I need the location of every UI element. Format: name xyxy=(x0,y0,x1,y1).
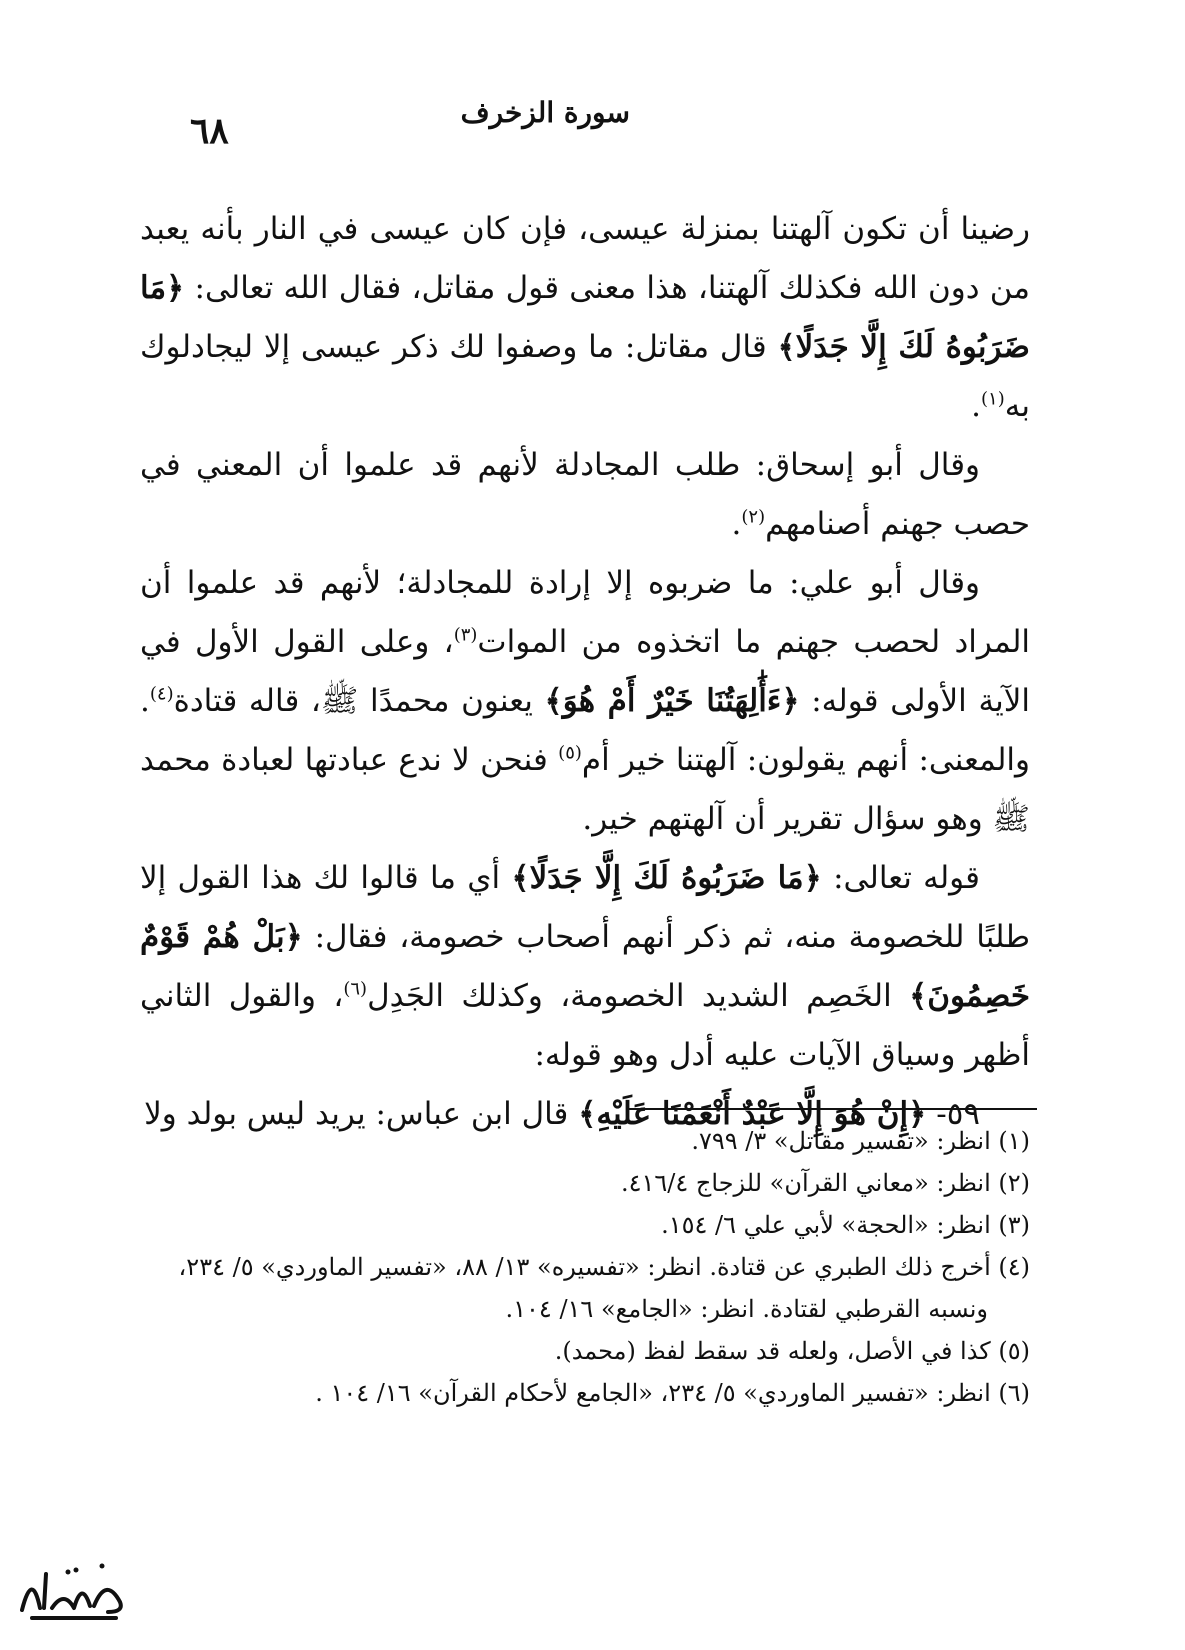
paragraph-3 xyxy=(140,554,1030,849)
footnotes xyxy=(140,1120,1030,1414)
text-run: رضينا أن تكون آلهتنا بمنزلة عيسى، فإن كان عيسى في النار بأنه يعبد من دون الله فكذلك آلهتنا، هذا معنى قول مقاتل، فقال الله تعالى: xyxy=(140,211,1030,306)
text-run: . xyxy=(971,388,982,424)
text-run: قال ابن عباس: يريد ليس بولد ولا xyxy=(144,1096,579,1132)
footnote-2: (٢) انظر: «معاني القرآن» للزجاج ٤١٦/٤. xyxy=(620,1169,1030,1197)
footnote-ref[interactable]: (٦) xyxy=(343,978,368,1000)
quran-verse: ﴿مَا ضَرَبُوهُ لَكَ إِلَّا جَدَلًا﴾ xyxy=(511,860,822,896)
footnote-ref[interactable]: (٥) xyxy=(558,742,582,764)
text-run: وقال أبو إسحاق: طلب المجادلة لأنهم قد علموا أن المعني في حصب جهنم أصنامهم xyxy=(140,447,1030,542)
text-run: يعنون محمدًا ﷺ، قاله قتادة xyxy=(173,683,545,719)
calligraphy-logo-icon xyxy=(12,1550,132,1630)
text-run: الخَصِم الشديد الخصومة، وكذلك الجَدِل xyxy=(367,978,910,1014)
main-text xyxy=(140,200,1030,1144)
page-header xyxy=(150,96,1030,156)
footnote-ref[interactable]: (٢) xyxy=(741,506,766,528)
verse-number: ٥٩- xyxy=(936,1096,980,1132)
footnote-ref[interactable]: (١) xyxy=(981,388,1005,410)
text-run: ، وعلى القول الأول في الآية الأولى قوله: xyxy=(140,624,1031,719)
footnote-1: (١) انظر: «تفسير مقاتل» ٣/ ٧٩٩. xyxy=(691,1127,1030,1155)
text-run: قوله تعالى: xyxy=(821,860,981,896)
footnote-ref[interactable]: (٣) xyxy=(453,624,478,646)
text-run: وقال أبو علي: ما ضربوه إلا إرادة للمجادلة؛ لأنهم قد علموا أن المراد لحصب جهنم ما اتخذوه من الموات xyxy=(140,565,1030,660)
footnote-6: (٦) انظر: «تفسير الماوردي» ٥/ ٢٣٤، «الجامع لأحكام القرآن» ١٦/ ١٠٤ . xyxy=(315,1379,1030,1407)
text-run: أي ما قالوا لك هذا القول إلا طلبًا للخصومة منه، ثم ذكر أنهم أصحاب خصومة، فقال: xyxy=(140,860,1030,955)
text-run: ، والقول الثاني أظهر وسياق الآيات عليه أدل وهو قوله: xyxy=(140,978,1030,1073)
page-number: ٦٨ xyxy=(190,110,229,152)
quran-verse: ﴿إِنْ هُوَ إِلَّا عَبْدٌ أَنْعَمْنَا عَلَيْهِ﴾ xyxy=(578,1096,927,1132)
footnote-divider xyxy=(627,1108,1037,1110)
footnote-ref[interactable]: (٤) xyxy=(149,683,174,705)
footnote-5: (٥) كذا في الأصل، ولعله قد سقط لفظ (محمد). xyxy=(554,1337,1030,1365)
text-run: فنحن لا ندع عبادتها لعبادة محمد ﷺ وهو سؤال تقرير أن آلهتهم خير. xyxy=(140,742,1030,837)
quran-verse: ﴿ءَأَٰلِهَتُنَا خَيْرٌ أَمْ هُوَ﴾ xyxy=(544,683,800,719)
paragraph-2 xyxy=(140,436,1030,554)
paragraph-1 xyxy=(140,200,1030,436)
quran-verse: ﴿بَلْ هُمْ قَوْمٌ خَصِمُونَ﴾ xyxy=(140,919,1030,1014)
quran-verse: ﴿مَا ضَرَبُوهُ لَكَ إِلَّا جَدَلًا﴾ xyxy=(140,270,1030,365)
text-run: . xyxy=(731,506,742,542)
running-title: سورة الزخرف xyxy=(460,96,630,129)
footnote-3: (٣) انظر: «الحجة» لأبي علي ٦/ ١٥٤. xyxy=(661,1211,1030,1239)
footnote-4: (٤) أخرج ذلك الطبري عن قتادة. انظر: «تفسيره» ١٣/ ٨٨، «تفسير الماوردي» ٥/ ٢٣٤، ونسبه القرطبي لقتادة. انظر: «الجامع» ١٦/ ١٠٤. xyxy=(178,1253,1030,1323)
paragraph-4 xyxy=(140,849,1030,1085)
text-run: قال مقاتل: ما وصفوا لك ذكر عيسى إلا ليجادلوك به xyxy=(140,329,1030,424)
text-run: . والمعنى: أنهم يقولون: آلهتنا خير أم xyxy=(140,683,1030,778)
